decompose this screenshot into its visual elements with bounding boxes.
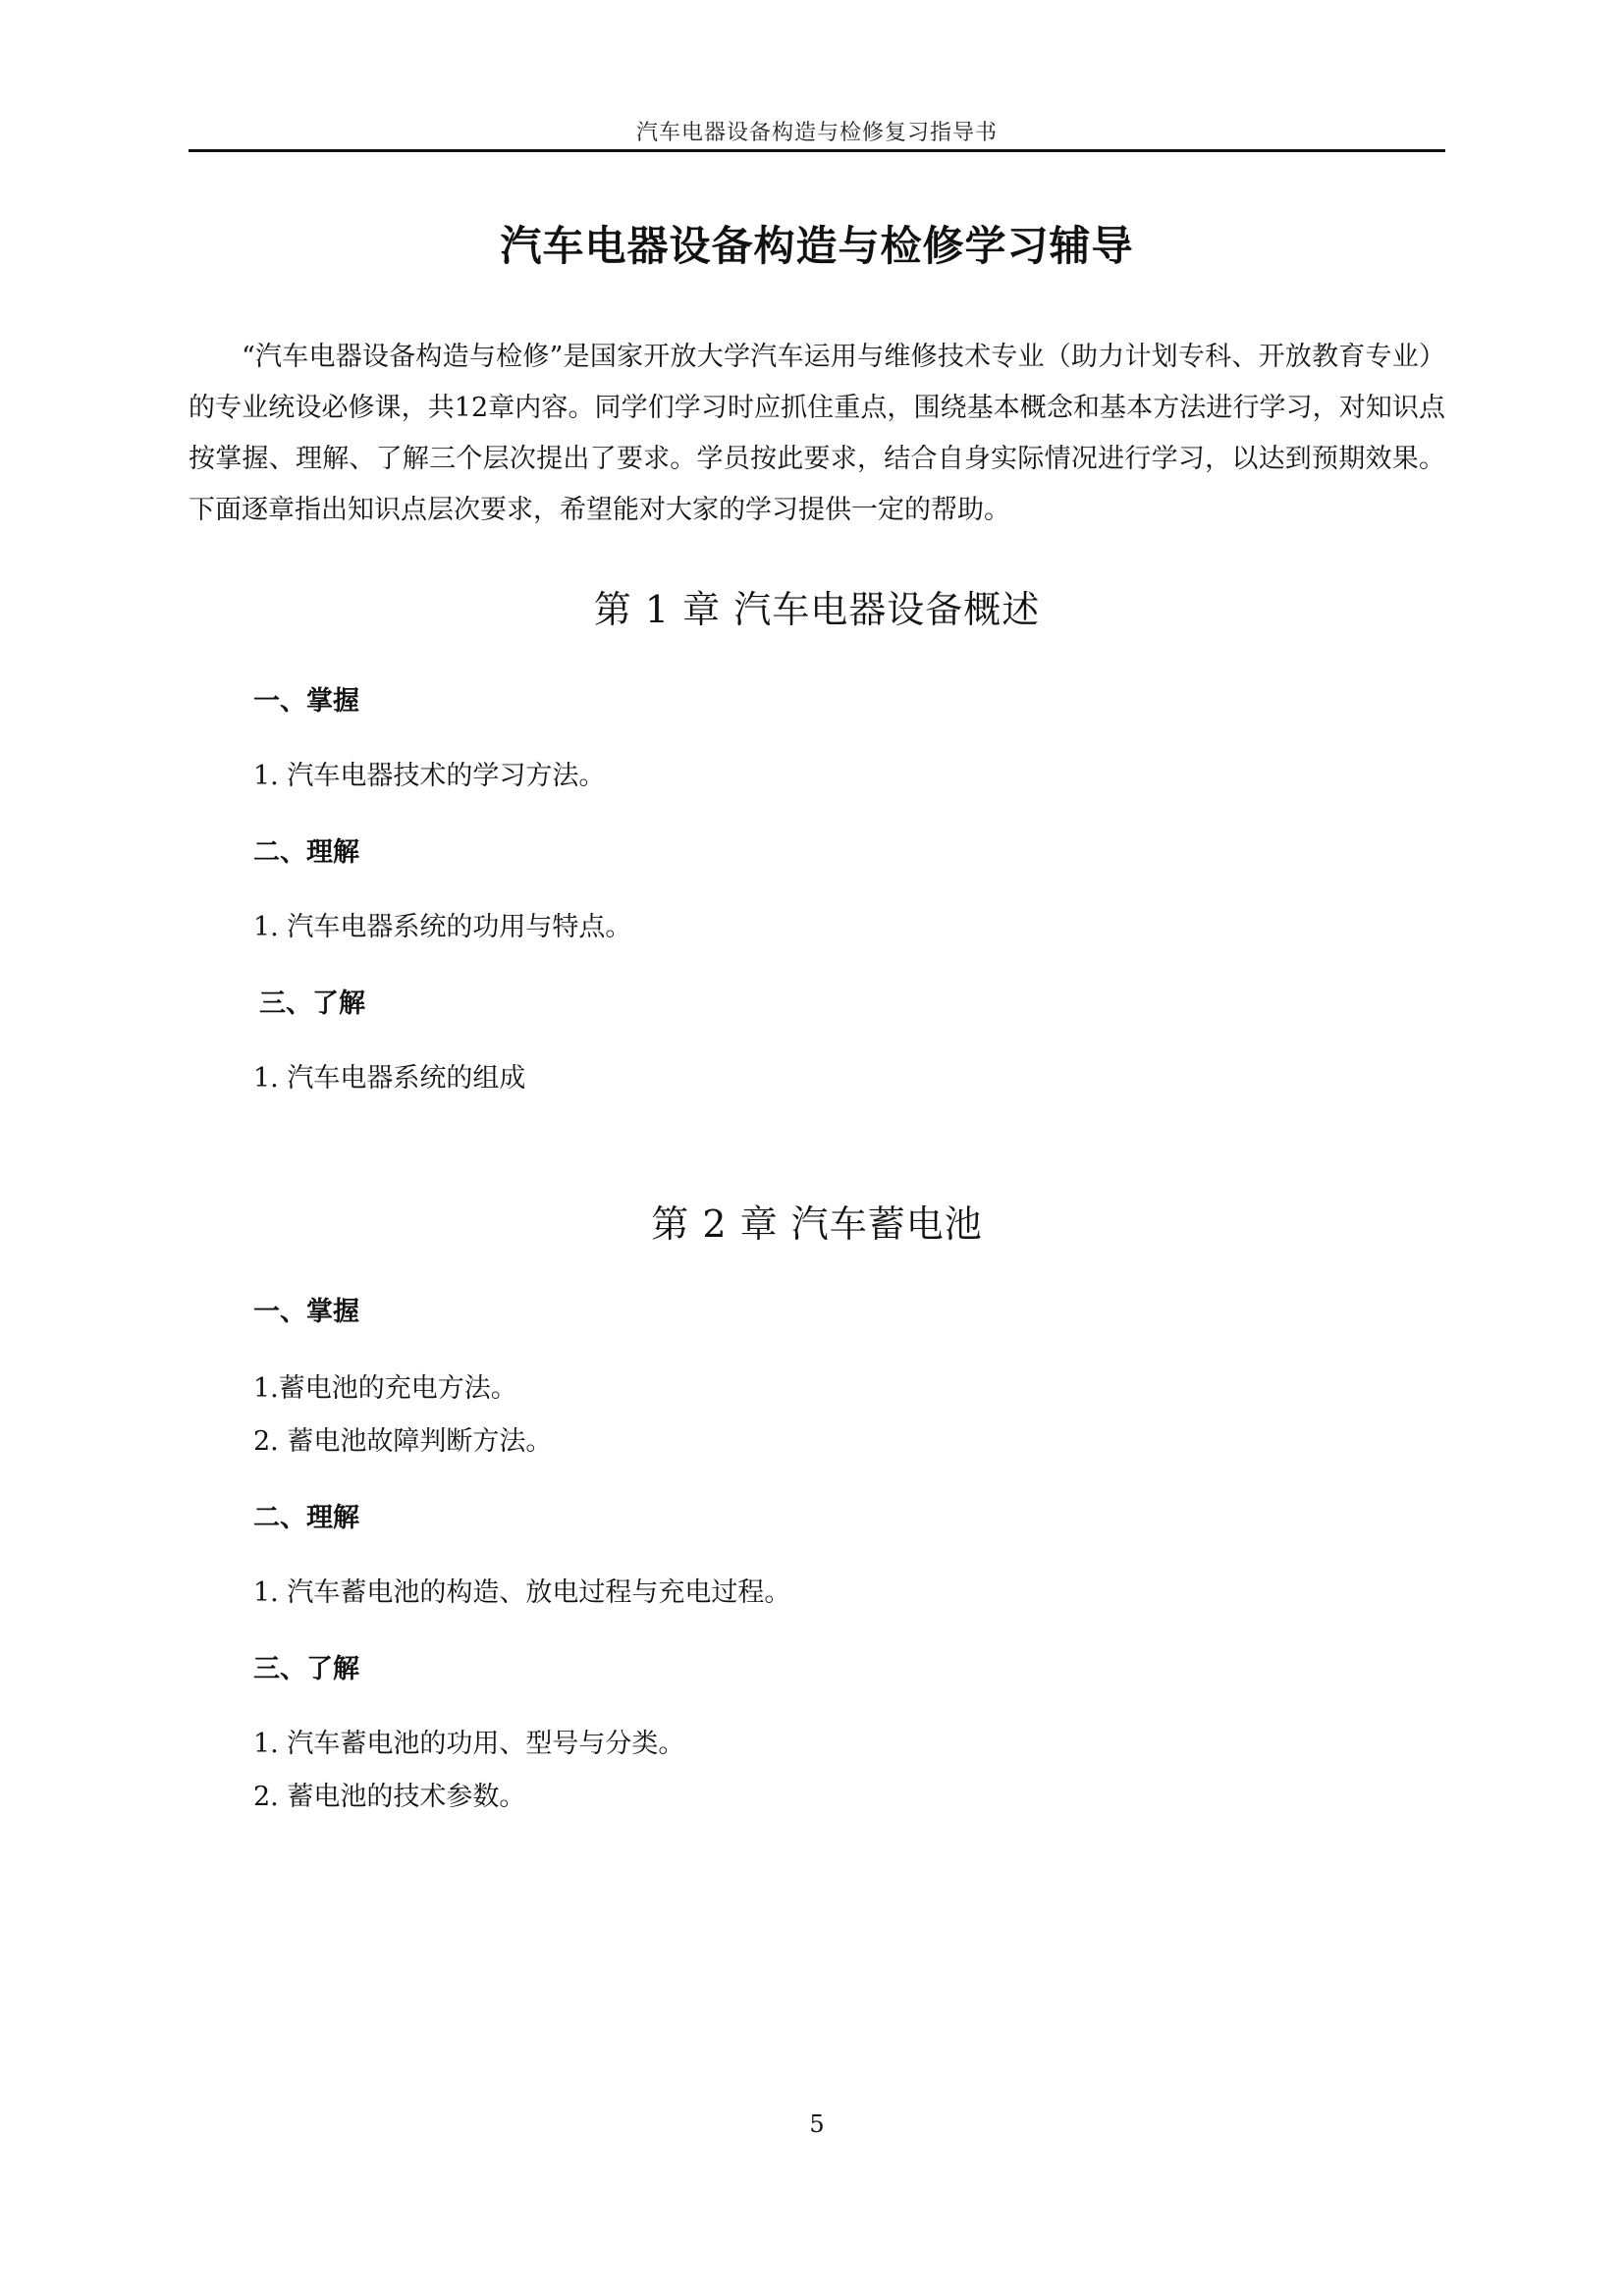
intro-paragraph: “汽车电器设备构造与检修”是国家开放大学汽车运用与维修技术专业（助力计划专科、开放教育专业）的专业统设必修课，共12章内容。同学们学习时应抓住重点，围绕基本概念和基本方法进行学习，对知识点按掌握、理解、了解三个层次提出了要求。学员按此要求，结合自身实际情况进行学习，以达到预期效果。下面逐章指出知识点层次要求，希望能对大家的学习提供一定的帮助。 — [189, 342, 1445, 525]
chapter-2-master-item-2: 2. 蓄电池故障判断方法。 — [253, 1426, 553, 1457]
chapter-2-understand-heading: 二、理解 — [253, 1503, 359, 1533]
chapter-2-know-item-2: 2. 蓄电池的技术参数。 — [253, 1782, 526, 1812]
chapter-1-heading: 第 1 章 汽车电器设备概述 — [593, 588, 1041, 631]
document-title: 汽车电器设备构造与检修学习辅导 — [500, 222, 1134, 270]
chapter-1-know-heading: 三、了解 — [259, 988, 365, 1019]
chapter-2-heading: 第 2 章 汽车蓄电池 — [651, 1202, 983, 1246]
chapter-2-master-heading: 一、掌握 — [253, 1297, 359, 1327]
chapter-2-master-item-1: 1.蓄电池的充电方法。 — [253, 1373, 517, 1404]
header-rule — [189, 149, 1445, 152]
running-header: 汽车电器设备构造与检修复习指导书 — [635, 121, 998, 145]
chapter-2-know-item-1: 1. 汽车蓄电池的功用、型号与分类。 — [253, 1729, 685, 1759]
chapter-1-master-heading: 一、掌握 — [253, 686, 359, 717]
chapter-1-understand-item-1: 1. 汽车电器系统的功用与特点。 — [253, 912, 632, 942]
chapter-1-master-item-1: 1. 汽车电器技术的学习方法。 — [253, 761, 606, 791]
chapter-2-understand-item-1: 1. 汽车蓄电池的构造、放电过程与充电过程。 — [253, 1577, 791, 1608]
chapter-1-understand-heading: 二、理解 — [253, 837, 359, 868]
chapter-1-know-item-1: 1. 汽车电器系统的组成 — [253, 1063, 526, 1094]
page-number: 5 — [809, 2110, 825, 2138]
chapter-2-know-heading: 三、了解 — [253, 1654, 359, 1684]
